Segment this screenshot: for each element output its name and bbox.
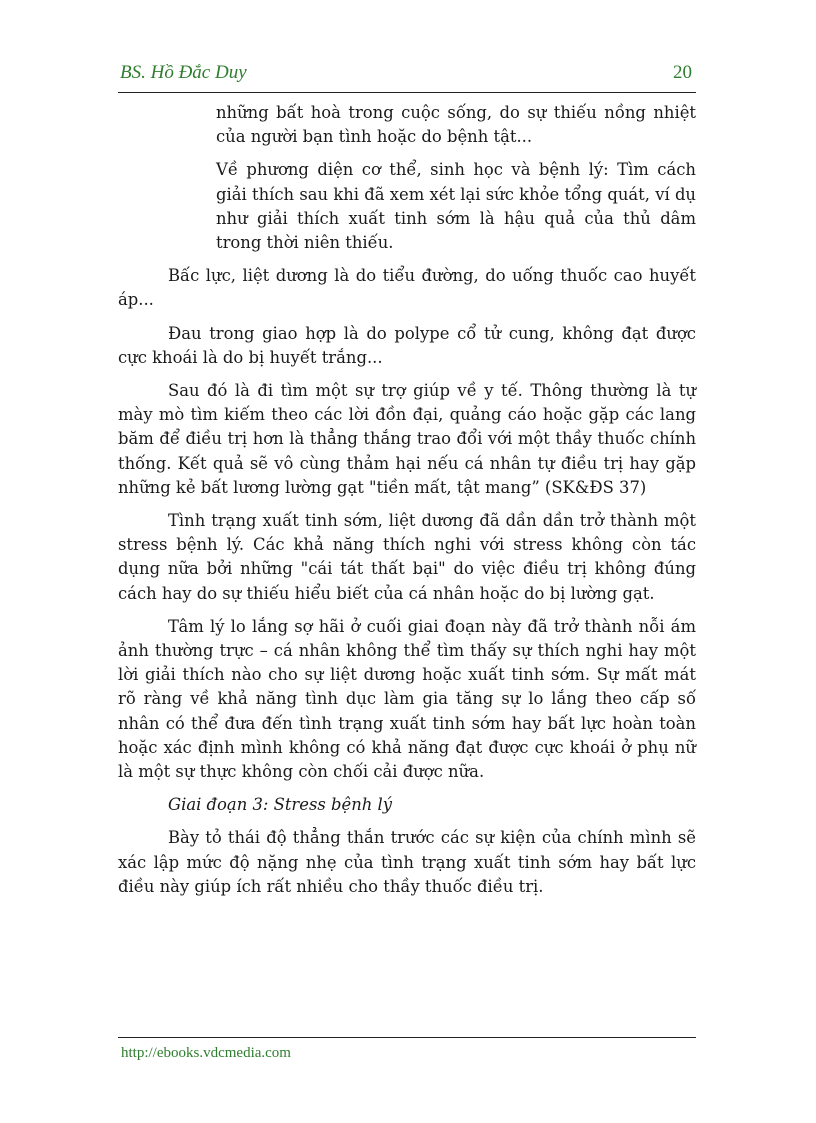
paragraph-anxiety: Tâm lý lo lắng sợ hãi ở cuối giai đoạn này đã trở thành nỗi ám ảnh thường trực – cá nhân không thể tìm thấy sự thích nghi hay một lời giải thích nào cho sự liệt dương hoặc xuất tinh sớm. Sự mất mát rõ ràng về khả năng tình dục làm gia tăng sự lo lắng theo cấp số nhân có thể đưa đến tình trạng xuất tinh sớm hay bất lực hoàn toàn hoặc xác định mình không có khả năng đạt được cực khoái ở phụ nữ là một sự thực không còn chối cải được nữa.: [118, 616, 696, 782]
paragraph-attitude: Bày tỏ thái độ thẳng thắn trước các sự kiện của chính mình sẽ xác lập mức độ nặng nhẹ của tình trạng xuất tinh sớm hay bất lực điều này giúp ích rất nhiều cho thầy thuốc điều trị.: [118, 828, 696, 896]
page-body: [118, 101, 696, 908]
paragraph-pain: Đau trong giao hợp là do polype cổ tử cung, không đạt được cực khoái là do bị huyết trắng...: [118, 323, 696, 367]
page-number: 20: [673, 62, 692, 83]
footer-divider: [118, 1037, 696, 1038]
paragraph-continuation: những bất hoà trong cuộc sống, do sự thiếu nồng nhiệt của người bạn tình hoặc do bệnh tật...: [216, 103, 696, 147]
paragraph-impotence: Bấc lực, liệt dương là do tiểu đường, do uống thuốc cao huyết áp...: [118, 266, 696, 310]
page-header: [118, 62, 696, 93]
paragraph-physical-aspect: Về phương diện cơ thể, sinh học và bệnh lý: Tìm cách giải thích sau khi đã xem xét lại sức khỏe tổng quát, ví dụ như giải thích xuất tinh sớm là hậu quả của thủ dâm trong thời niên thiếu.: [216, 160, 696, 253]
footer-url[interactable]: http://ebooks.vdcmedia.com: [121, 1045, 291, 1061]
section-heading-stage-3: Giai đoạn 3: Stress bệnh lý: [168, 795, 393, 815]
header-author: BS. Hồ Đắc Duy: [120, 62, 247, 83]
paragraph-medical-help: Sau đó là đi tìm một sự trợ giúp về y tế. Thông thường là tự mày mò tìm kiếm theo các lời đồn đại, quảng cáo hoặc gặp các lang băm để điều trị hơn là thẳng thắng trao đổi với một thầy thuốc chính thống. Kết quả sẽ vô cùng thảm hại nếu cá nhân tự điều trị hay gặp những kẻ bất lương lường gạt "tiền mất, tật mang” (SK&ĐS 37): [118, 381, 696, 497]
paragraph-stress: Tình trạng xuất tinh sớm, liệt dương đã dần dần trở thành một stress bệnh lý. Các khả năng thích nghi với stress không còn tác dụng nữa bởi những "cái tát thất bại" do việc điều trị không đúng cách hay do sự thiếu hiểu biết của cá nhân hoặc do bị lường gạt.: [118, 511, 696, 603]
